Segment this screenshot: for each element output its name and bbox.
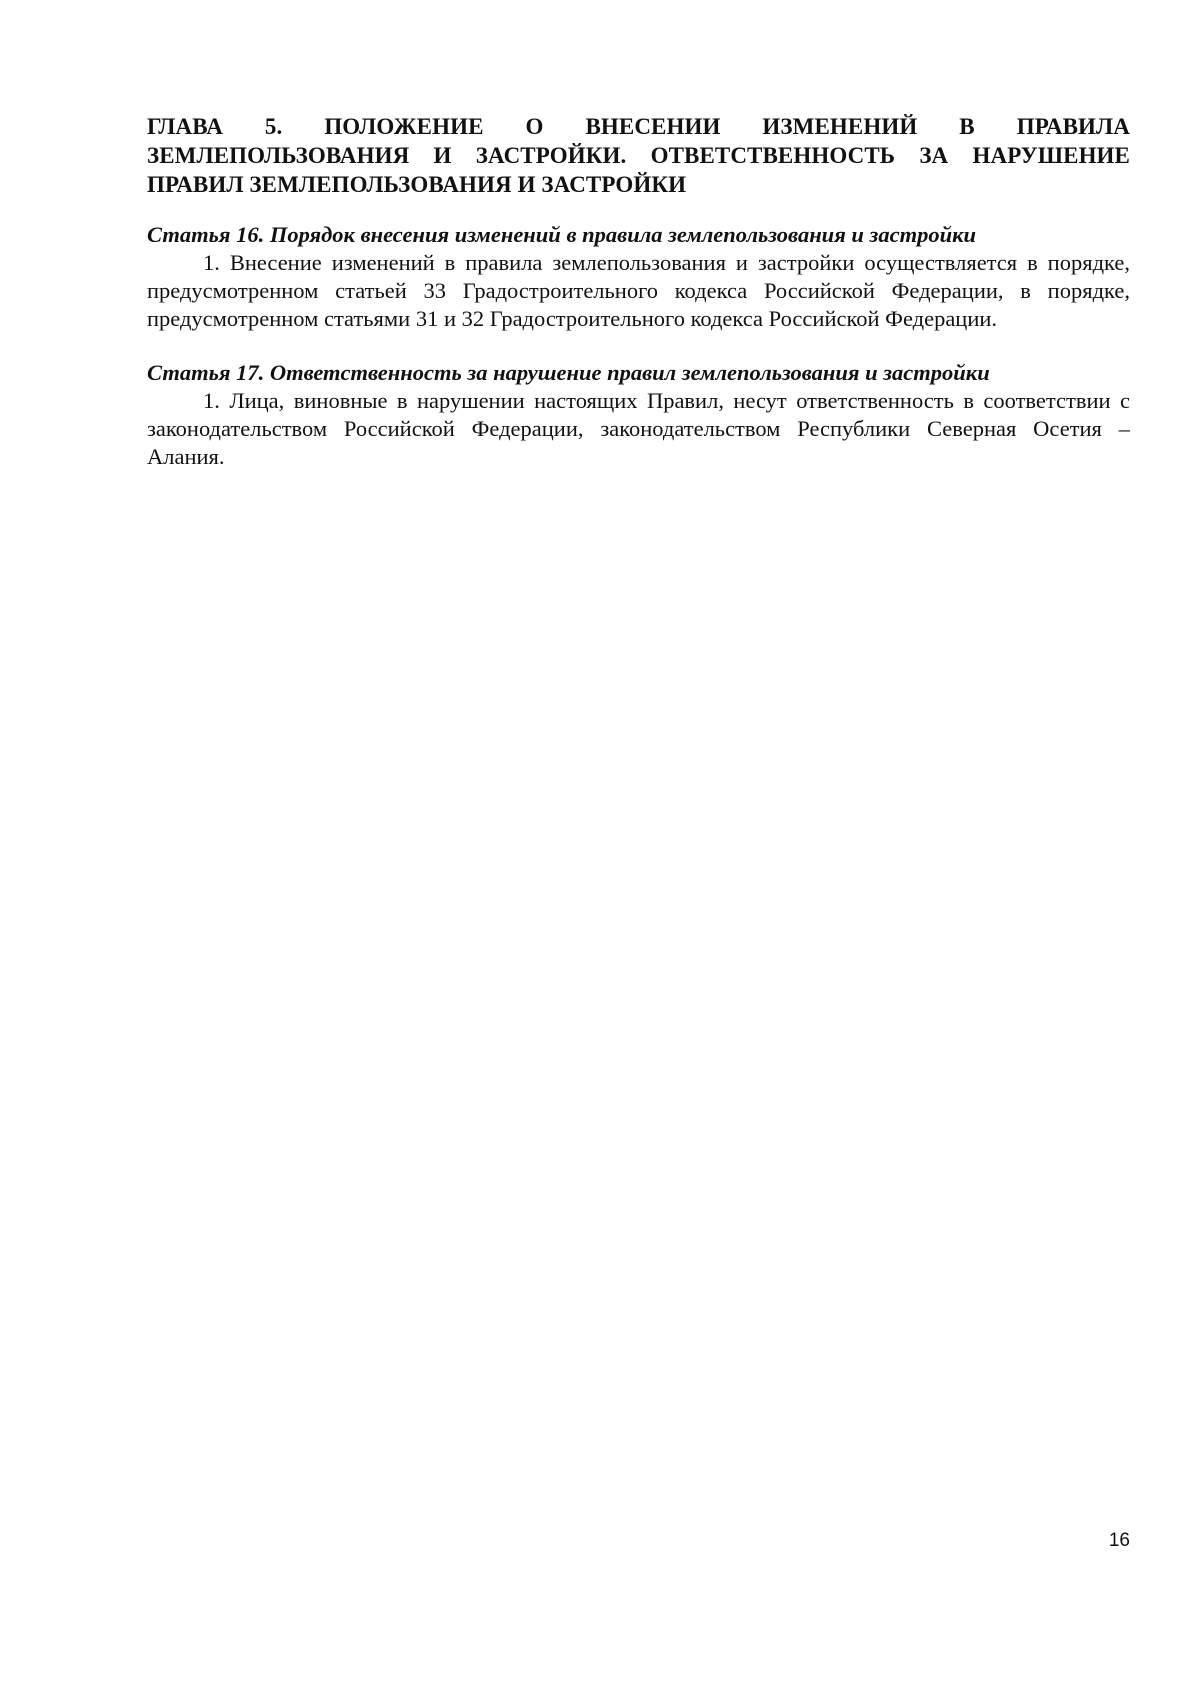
article-17-paragraph-1: 1. Лица, виновные в нарушении настоящих Правил, несут ответственность в соответствии с законодательством Российской Федерации, законодательством Республики Северная Осетия – Алания. — [147, 388, 1130, 469]
chapter-title: ГЛАВА 5. ПОЛОЖЕНИЕ О ВНЕСЕНИИ ИЗМЕНЕНИЙ В ПРАВИЛА ЗЕМЛЕПОЛЬЗОВАНИЯ И ЗАСТРОЙКИ. ОТВЕТСТВЕННОСТЬ ЗА НАРУШЕНИЕ ПРАВИЛ ЗЕМЛЕПОЛЬЗОВАНИЯ И ЗАСТРОЙКИ — [147, 114, 1130, 197]
article-17 — [147, 359, 1130, 471]
article-16 — [147, 221, 1130, 333]
article-16-title: Статья 16. Порядок внесения изменений в правила землепользования и застройки — [147, 222, 976, 247]
page-content — [147, 112, 1130, 471]
article-16-paragraph-1: 1. Внесение изменений в правила землепользования и застройки осуществляется в порядке, предусмотренном статьей 33 Градостроительного кодекса Российской Федерации, в порядке, предусмотренном статьями 31 и 32 Градостроительного кодекса Российской Федерации. — [147, 250, 1130, 331]
page-number: 16 — [1108, 1530, 1130, 1551]
article-17-title: Статья 17. Ответственность за нарушение правил землепользования и застройки — [147, 360, 990, 385]
